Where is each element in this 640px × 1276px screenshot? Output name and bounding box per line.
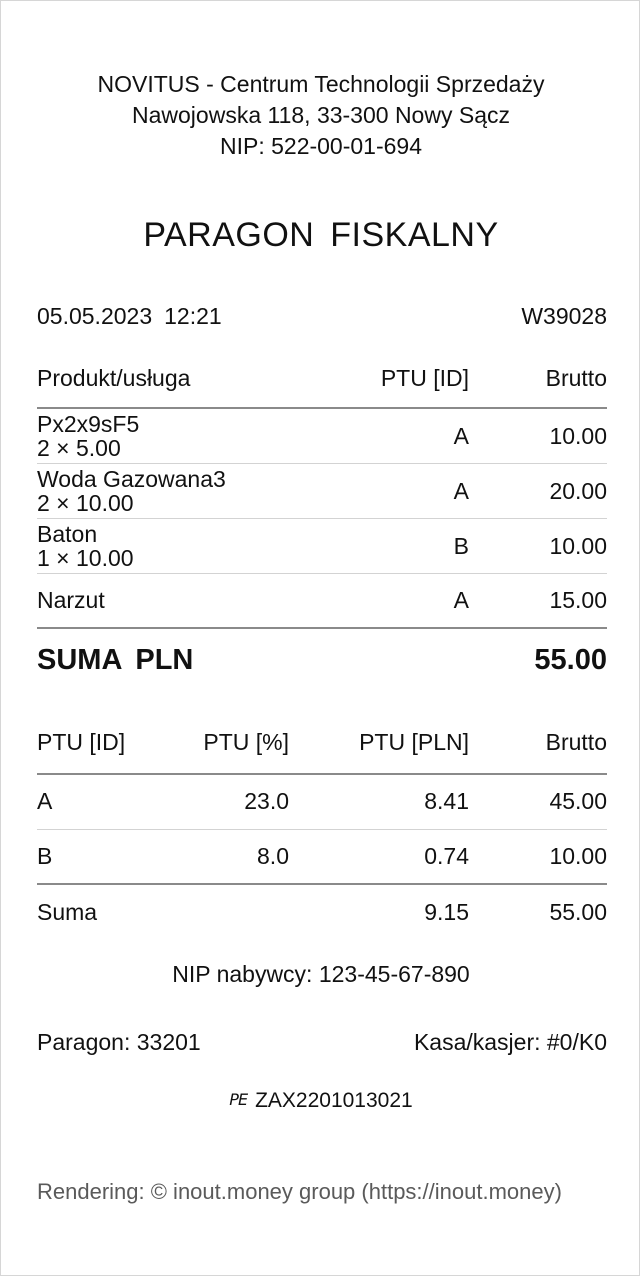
item-brutto: 15.00 [469, 573, 607, 628]
vat-pln: 0.74 [289, 829, 469, 884]
serial-number: ZAX2201013021 [255, 1089, 413, 1112]
item-brutto: 10.00 [469, 518, 607, 573]
sum-label: SUMA PLN [37, 644, 194, 676]
item-cell-name [37, 463, 367, 518]
items-header-ptu: PTU [ID] [367, 365, 469, 408]
item-qty: 2 × 10.00 [37, 489, 134, 516]
vat-total-pln: 9.15 [424, 898, 469, 925]
vat-pln: 8.41 [289, 774, 469, 829]
item-ptu: A [367, 573, 469, 628]
vat-brutto: 45.00 [469, 774, 607, 829]
sum-value: 55.00 [534, 644, 607, 676]
vat-total-pct [167, 884, 289, 939]
item-name: Px2x9sF5 [37, 410, 140, 437]
items-header-name: Produkt/usługa [37, 365, 367, 408]
items-header-row [37, 365, 607, 408]
receipt-footer [37, 1029, 607, 1056]
register-cashier: Kasa/kasjer: #0/K0 [413, 1029, 607, 1055]
item-ptu: B [367, 518, 469, 573]
vat-table [37, 729, 607, 939]
item-row [37, 518, 607, 573]
datetime [37, 303, 222, 330]
rendering-credit: Rendering: © inout.money group (https://inout.money) [37, 1179, 562, 1204]
receipt-title: PARAGON FISKALNY [143, 216, 499, 254]
receipt-number: W39028 [521, 303, 607, 329]
item-name: Baton [37, 520, 98, 547]
vat-pct: 8.0 [167, 829, 289, 884]
seller-address: Nawojowska 118, 33-300 Nowy Sącz [132, 102, 510, 128]
item-ptu: A [367, 408, 469, 463]
seller-nip: NIP: 522-00-01-694 [219, 133, 422, 159]
item-name: Woda Gazowana3 [37, 465, 226, 492]
seller-header [1, 69, 640, 162]
vat-header-id: PTU [ID] [37, 729, 167, 774]
vat-total-row [37, 884, 607, 939]
item-name: Narzut [37, 587, 105, 614]
item-cell-name [37, 408, 367, 463]
vat-pct: 23.0 [167, 774, 289, 829]
item-qty: 1 × 10.00 [37, 544, 134, 571]
vat-id: A [37, 774, 167, 829]
receipt-time: 12:21 [164, 303, 222, 329]
vat-total-label: Suma [37, 898, 98, 925]
sum-row [37, 644, 607, 677]
vat-row [37, 774, 607, 829]
vat-total-brutto: 55.00 [549, 898, 607, 925]
receipt-meta [37, 303, 607, 330]
receipt-no: Paragon: 33201 [37, 1029, 201, 1055]
buyer-nip: NIP nabywcy: 123-45-67-890 [172, 961, 470, 987]
items-table [37, 365, 607, 629]
item-ptu: A [367, 463, 469, 518]
seller-name: NOVITUS - Centrum Technologii Sprzedaży [97, 71, 545, 97]
vat-row [37, 829, 607, 884]
item-cell-name [37, 518, 367, 573]
vat-id: B [37, 829, 167, 884]
receipt-date: 05.05.2023 [37, 303, 153, 329]
item-brutto: 20.00 [469, 463, 607, 518]
items-header-brutto: Brutto [469, 365, 607, 408]
vat-brutto: 10.00 [469, 829, 607, 884]
item-brutto: 10.00 [469, 408, 607, 463]
fiscal-serial [1, 1089, 640, 1113]
item-row [37, 573, 607, 628]
item-qty: 2 × 5.00 [37, 434, 121, 461]
item-row [37, 463, 607, 518]
item-row [37, 408, 607, 463]
item-cell-name [37, 573, 367, 628]
vat-header-brutto: Brutto [469, 729, 607, 774]
vat-header-pln: PTU [PLN] [289, 729, 469, 774]
fiscal-logo-icon: PE [229, 1090, 248, 1109]
vat-header-row [37, 729, 607, 774]
vat-header-pct: PTU [%] [167, 729, 289, 774]
